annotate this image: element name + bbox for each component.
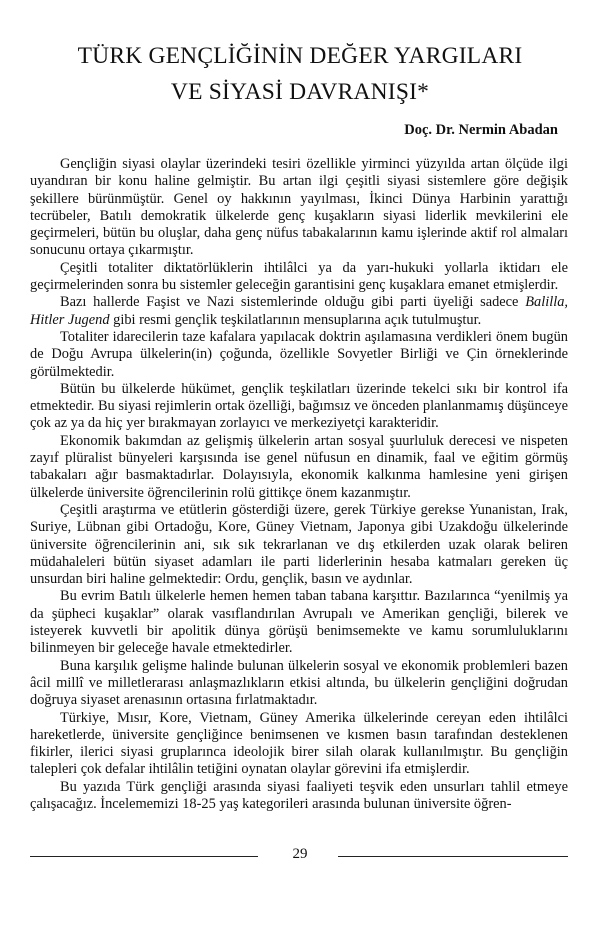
title-line-1: TÜRK GENÇLİĞİNİN DEĞER YARGILARI bbox=[77, 43, 523, 69]
page-number: 29 bbox=[292, 846, 308, 862]
paragraph: Çeşitli araştırma ve etütlerin gösterdiği üzere, gerek Türkiye gerekse Yunanistan, Irak, Suriye, Lübnan gibi Ortadoğu, Kore, Güney Vietnam, Japonya gibi Uzakdoğu ülkelerinde üniversite öğrencilerinin ani, sık sık tekrarlanan ve dış etkilerden uzak olarak beliren müdahaleleri bütün siyaset adamları ile parti liderlerinin hesaba katmaları gereken üç unsurdan biri haline gelmektedir: Ordu, gençlik, basın ve aydınlar. bbox=[30, 501, 568, 588]
paragraph: Ekonomik bakımdan az gelişmiş ülkelerin artan sosyal şuurluluk derecesi ve nispeten zayıf plüralist bünyeleri karşısında ise genel nüfusun en dinamik, faal ve eğitim görmüş tabakaları ağır basmaktadırlar. Dolayısıyla, ekonomik kalkınma hamlesine yeni girişen ülkelerde üniversite öğrencilerinin rolü gittikçe önem kazanmıştır. bbox=[30, 432, 568, 501]
paragraph: Çeşitli totaliter diktatörlüklerin ihtilâlci ya da yarı-hukuki yollarla iktidarı ele geçirmelerinden sonra bu sistemler geleceğin garantisini genç kuşaklara emanet etmişlerdir. bbox=[30, 259, 568, 294]
footer-rule-left bbox=[30, 856, 258, 857]
paragraph: Bu yazıda Türk gençliği arasında siyasi faaliyeti teşvik eden unsurları tahlil etmeye çalışacağız. İncelememizi 18-25 yaş kategorileri arasında bulunan üniversite öğren- bbox=[30, 778, 568, 812]
organisation-names: Balilla, Hitler Jugend bbox=[30, 294, 568, 328]
paragraph: Gençliğin siyasi olaylar üzerindeki tesiri özellikle yirminci yüzyılda artan ölçüde ilgi uyandıran bir konu haline gelmiştir. Bu artan ilgi çeşitli siyasi sistemlere göre değişik şekillere bürünmüştür. Genel oy hakkının yayılması, İkinci Dünya Harbinin yarattığı tecrübeler, Batılı demokratik ülkelerde genç kuşakların siyasi liderlik mevkilerini ele geçirmeleri, bütün bu oluşlar, daha genç nüfus tabakalarının kamu işlerinde aktif rol almaları sonucunu ortaya çıkarmıştır. bbox=[30, 156, 568, 259]
paragraph: Bu evrim Batılı ülkelerle hemen hemen taban tabana karşıttır. Bazılarınca “yenilmiş ya da şüpheci kuşaklar” olarak vasıflandırılan Avrupalı ve Amerikan gençliği, bilerek ve isteyerek kuvvetli bir apolitik dünya görüşü benimsemekte ve kamu sorumluluklarını bilinmeyen bir geleceğe havale etmektedirler. bbox=[30, 588, 568, 657]
paragraph: Türkiye, Mısır, Kore, Vietnam, Güney Amerika ülkelerinde cereyan eden ihtilâlci hareketlerde, üniversite gençliğince benimsenen ve kısmen basın tarafından desteklenen fikirler, ilerici siyasi gruplarınca ideolojik birer silah olarak kullanılmıştır. Bu gençliğin talepleri çok defalar ihtilâlin tetiğini oynatan olaylar görevini ifa etmişlerdir. bbox=[30, 709, 568, 778]
paragraph: Bütün bu ülkelerde hükümet, gençlik teşkilatları üzerinde tekelci sıkı bir kontrol ifa etmektedir. Bu siyasi rejimlerin ortak özelliği, bağımsız ve önceden planlanmamış düşünceye çok az ya da hiç yer bırakmayan zorlayıcı ve merkeziyetçi karakteridir. bbox=[30, 380, 568, 432]
footer-rule-right bbox=[338, 856, 568, 857]
title-line-2: VE SİYASİ DAVRANIŞI* bbox=[170, 79, 430, 105]
author-name: Doç. Dr. Nermin Abadan bbox=[404, 122, 558, 138]
paragraph: Bazı hallerde Faşist ve Nazi sistemlerinde olduğu gibi parti üyeliği sadece Balilla, Hitler Jugend gibi resmi gençlik teşkilatlarının mensuplarına açık tutulmuştur. bbox=[30, 294, 568, 328]
paragraph: Buna karşılık gelişme halinde bulunan ülkelerin sosyal ve ekonomik problemleri bazen âcil millî ve milletlerarası anlaşmazlıkların etkisi altında, bu ülkelerin gençliğini doğrudan doğruya siyaset arenasının ortasına fırlatmaktadır. bbox=[30, 657, 568, 709]
article-title bbox=[40, 38, 560, 110]
article-body bbox=[30, 156, 568, 813]
paragraph: Totaliter idarecilerin taze kafalara yapılacak doktrin aşılamasına verdikleri önem bugün de Doğu Avrupa ülkelerin(in) çoğunda, özellikle Sovyetler Birliği ve Çin örneklerinde görülmektedir. bbox=[30, 328, 568, 380]
